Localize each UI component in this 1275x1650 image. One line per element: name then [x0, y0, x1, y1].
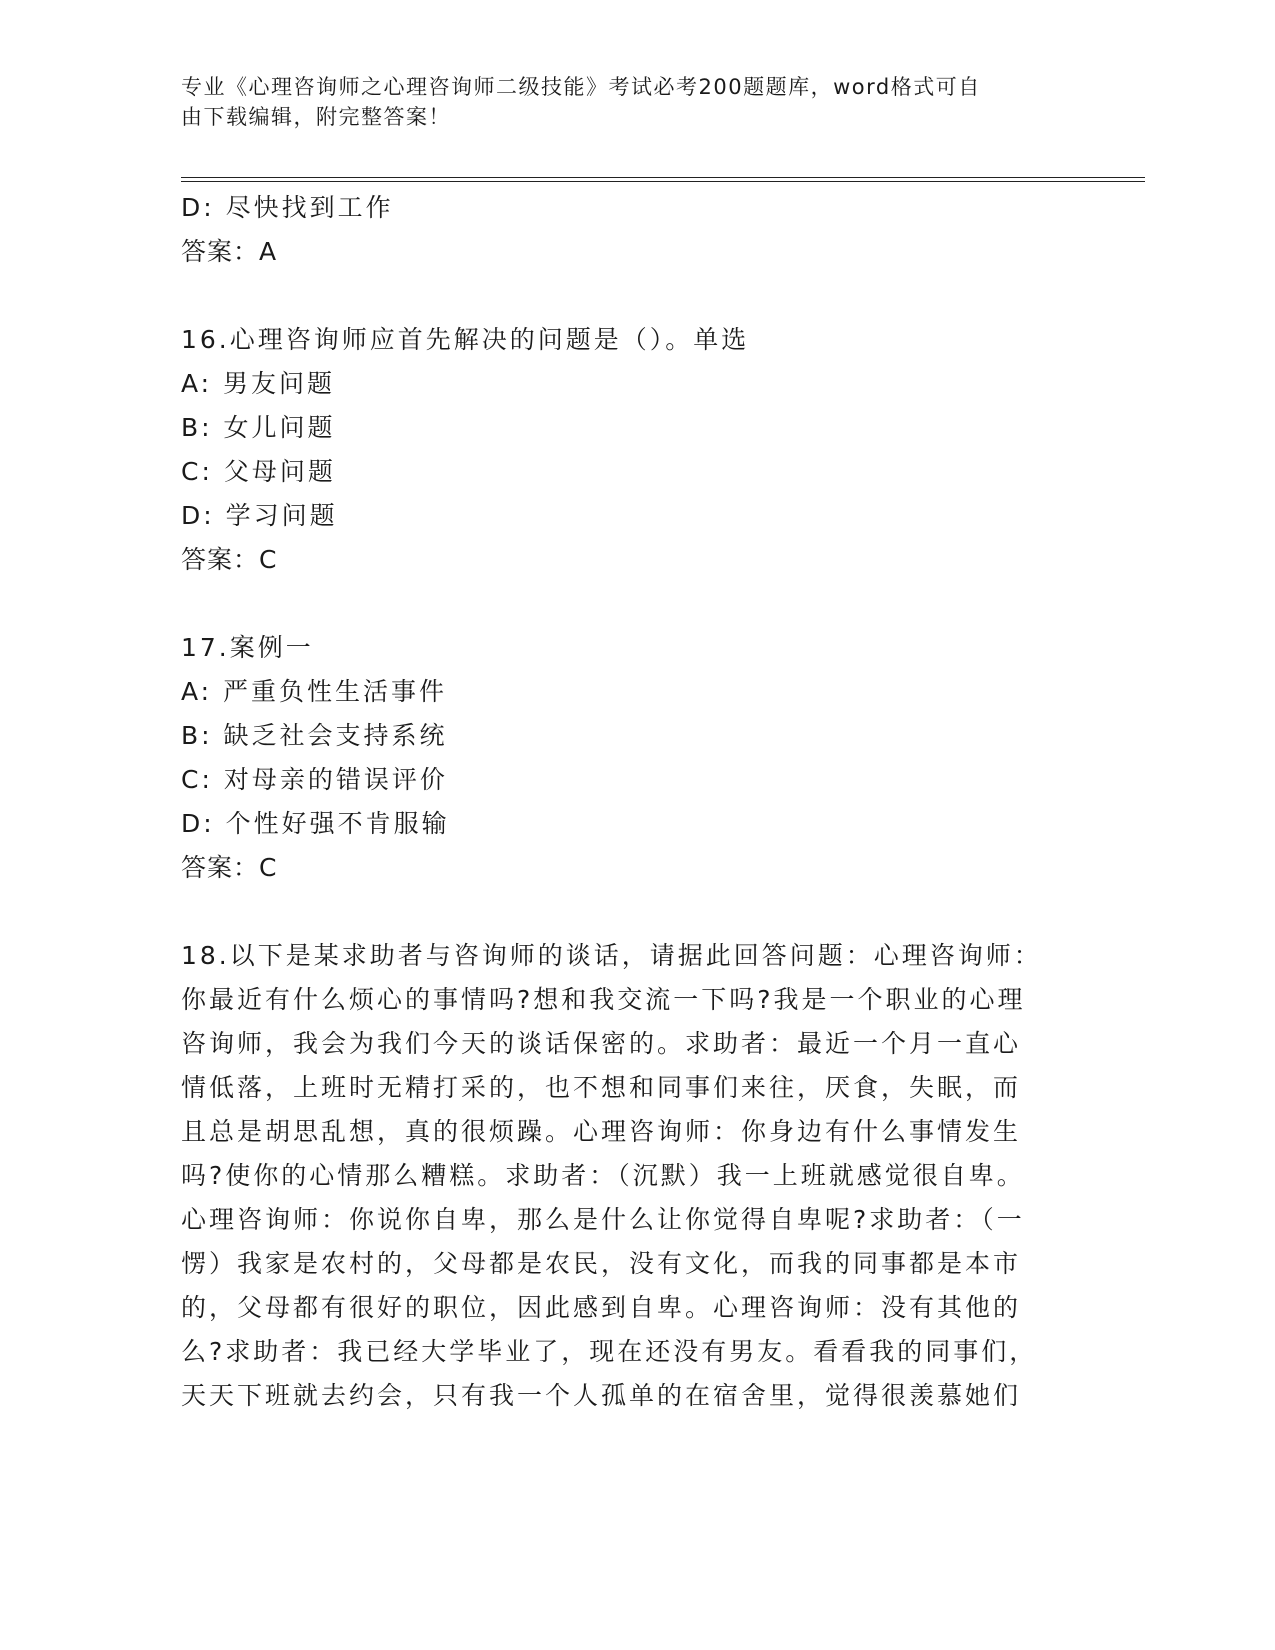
passage-line: 心理咨询师：你说你自卑，那么是什么让你觉得自卑呢?求助者：（一	[181, 1205, 1025, 1234]
option-a: A: 男友问题	[181, 369, 336, 398]
passage-line: 吗?使你的心情那么糟糕。求助者：（沉默）我一上班就感觉很自卑。	[181, 1161, 1025, 1190]
option-a: A: 严重负性生活事件	[181, 677, 448, 706]
document-body	[181, 186, 1071, 1418]
spacer	[181, 582, 1071, 626]
answer-line: 答案：A	[181, 237, 278, 266]
passage-line: 你最近有什么烦心的事情吗?想和我交流一下吗?我是一个职业的心理	[181, 985, 1026, 1014]
header-line-2: 由下载编辑，附完整答案！	[181, 105, 451, 129]
option-b: B: 缺乏社会支持系统	[181, 721, 448, 750]
passage-line: 18.以下是某求助者与咨询师的谈话，请据此回答问题：心理咨询师：	[181, 941, 1042, 970]
option-c: C: 对母亲的错误评价	[181, 765, 448, 794]
answer-line: 答案：C	[181, 545, 278, 574]
previous-question-tail	[181, 186, 1071, 274]
passage-line: 天天下班就去约会，只有我一个人孤单的在宿舍里，觉得很羡慕她们	[181, 1381, 1022, 1410]
passage-line: 愣）我家是农村的，父母都是农民，没有文化，而我的同事都是本市	[181, 1249, 1022, 1278]
passage-line: 咨询师，我会为我们今天的谈话保密的。求助者：最近一个月一直心	[181, 1029, 1022, 1058]
question-stem: 17.案例一	[181, 633, 314, 662]
header-line-1: 专业《心理咨询师之心理咨询师二级技能》考试必考200题题库，word格式可自	[181, 75, 981, 99]
passage-line: 情低落，上班时无精打采的，也不想和同事们来往，厌食，失眠，而	[181, 1073, 1022, 1102]
question-16	[181, 318, 1071, 582]
passage-line: 且总是胡思乱想，真的很烦躁。心理咨询师：你身边有什么事情发生	[181, 1117, 1022, 1146]
document-header	[181, 72, 1061, 132]
question-18	[181, 934, 1071, 1418]
option-c: C: 父母问题	[181, 457, 336, 486]
question-stem: 16.心理咨询师应首先解决的问题是（）。单选	[181, 325, 750, 354]
answer-line: 答案：C	[181, 853, 278, 882]
question-17	[181, 626, 1071, 890]
option-d: D: 个性好强不肯服输	[181, 809, 450, 838]
option-b: B: 女儿问题	[181, 413, 336, 442]
spacer	[181, 274, 1071, 318]
spacer	[181, 890, 1071, 934]
header-divider-top	[181, 177, 1145, 178]
passage-line: 的，父母都有很好的职位，因此感到自卑。心理咨询师：没有其他的	[181, 1293, 1022, 1322]
passage-line: 么?求助者：我已经大学毕业了，现在还没有男友。看看我的同事们，	[181, 1337, 1038, 1366]
option-d: D: 学习问题	[181, 501, 338, 530]
header-divider-bottom	[181, 181, 1145, 182]
option-d: D: 尽快找到工作	[181, 193, 394, 222]
